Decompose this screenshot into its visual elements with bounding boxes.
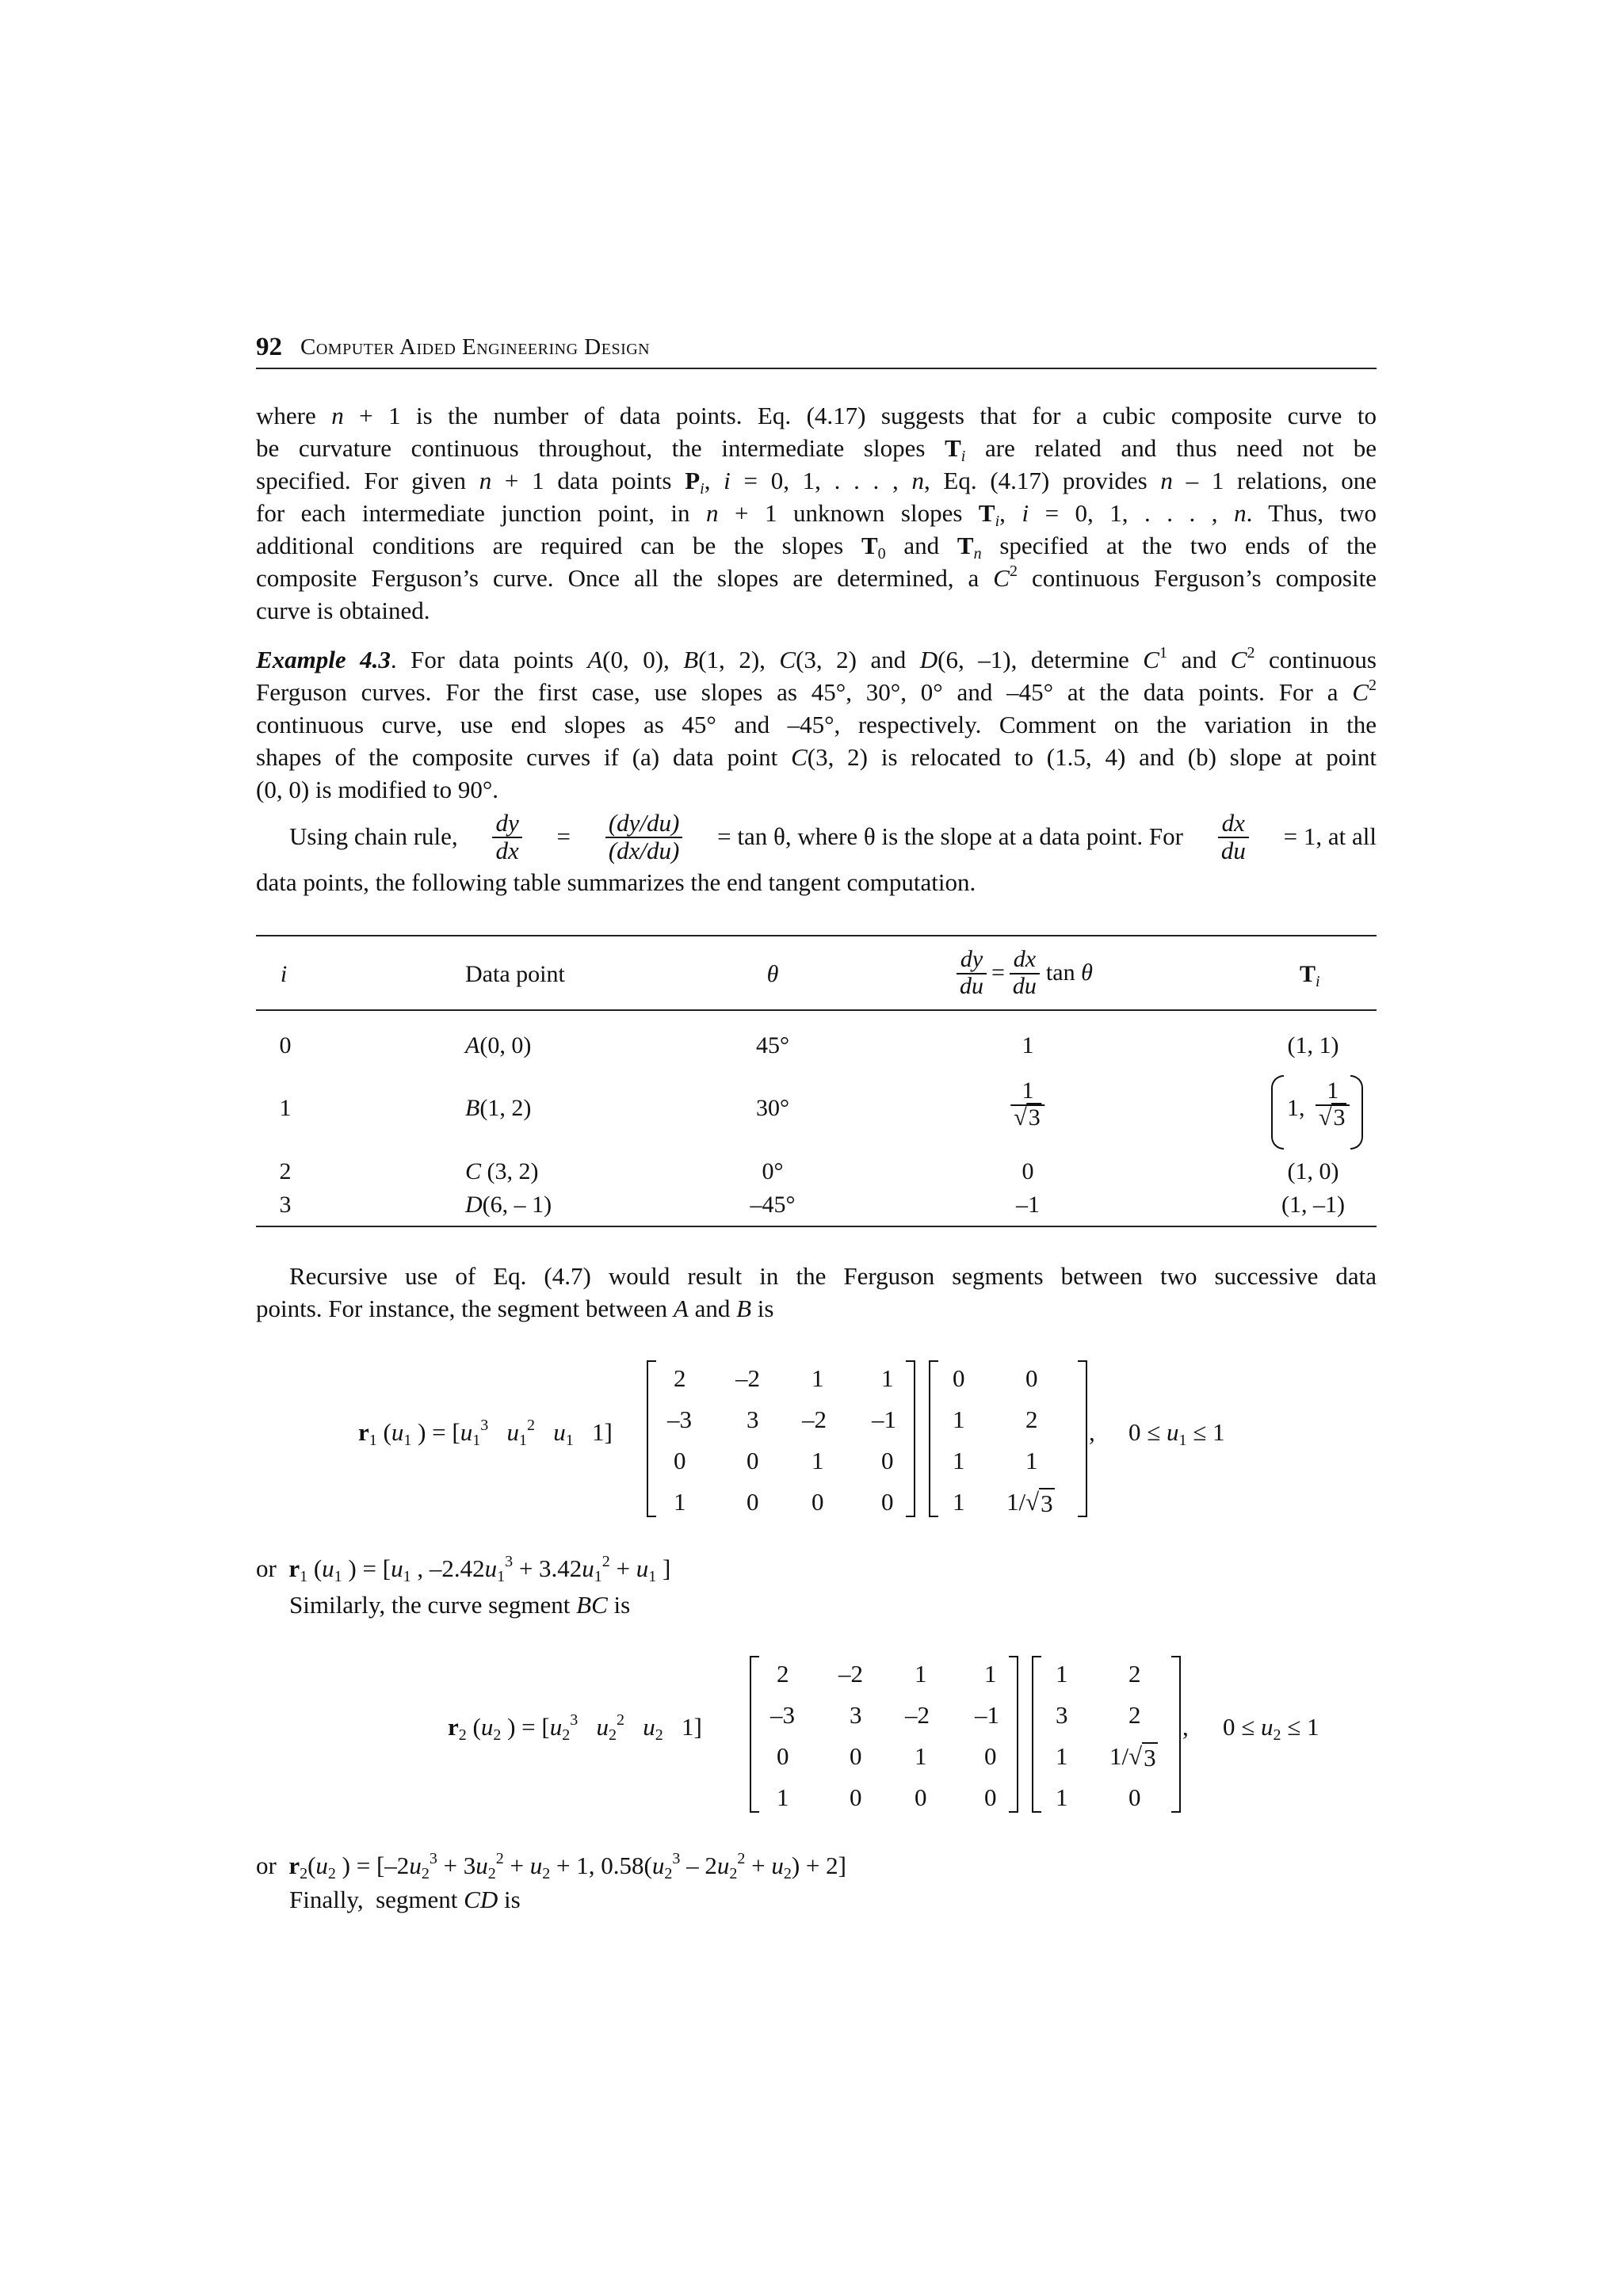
table-cell-i: 1 [279, 1095, 292, 1121]
eq2-range: $0 \le u_2 \le 1$ [1223, 1713, 1319, 1744]
finally-line: Finally, segment CD is [289, 1886, 521, 1913]
recursive-line-2: points. For instance, the segment between A and B is [256, 1295, 774, 1322]
fraction-dydu-dxdu: $\frac{(dy/du)}{(dx/du)}$ [605, 810, 683, 863]
table-cell-T: (1, –1) [1281, 1192, 1345, 1218]
example-line-3: continuous curve, use end slopes as 45° and –45°, respectively. Comment on the variation in the [256, 711, 1377, 738]
example-line-5: (0, 0) is modified to 90°. [256, 776, 499, 803]
running-header [256, 333, 1377, 369]
table-cell-point: B(1, 2) [465, 1095, 532, 1121]
similarly-line: Similarly, the curve segment BC is [289, 1591, 631, 1619]
eq1-geom-bracket-left [929, 1360, 938, 1517]
chain-rule-lead: Using chain rule, [289, 822, 458, 850]
eq2-basis-bracket-left [750, 1656, 759, 1813]
para1-line-3: specified. For given n + 1 data points $P_i$, i = 0, 1, . . . , n, Eq. (4.17) provides n – 1 relations, one [256, 467, 1377, 498]
table-cell-T-fraction: $\frac{1}{√3}$ [1312, 1079, 1353, 1130]
page-number: 92 [256, 333, 282, 361]
table-cell-theta: 45° [756, 1032, 789, 1058]
chain-rule-line-2: data points, the following table summarizes the end tangent computation. [256, 868, 976, 896]
para1-line-4: for each intermediate junction point, in n + 1 unknown slopes $T_i$, i = 0, 1, . . . , n. Thus, two [256, 499, 1377, 530]
table-cell-T: 1, [1287, 1095, 1305, 1121]
paren-left [1271, 1075, 1284, 1150]
table-cell-slope: $\frac{1}{√3}$ [1007, 1079, 1048, 1130]
table-cell-i: 0 [279, 1032, 292, 1058]
recursive-line-1: Recursive use of Eq. (4.7) would result in the Ferguson segments between two successive data [289, 1262, 1377, 1290]
table-cell-theta: –45° [750, 1192, 796, 1218]
eq2-comma: , [1182, 1713, 1189, 1741]
eq1-basis-matrix: 2 –2 1 1 –3 3 –2 –1 0 0 1 0 1 0 0 0 [667, 1364, 896, 1516]
para1-line-7: curve is obtained. [256, 597, 430, 624]
chain-rule-line: Using chain rule, $\frac{dy}{dx}$ = $\frac{(dy/du)}{(dx/du)}$ = tan θ, where θ is the slope at a data point. For $\frac{dx}{du}$ = 1, at all [289, 809, 1377, 864]
eq1-comma: , [1089, 1418, 1095, 1446]
table-cell-point: D(6, – 1) [465, 1192, 552, 1218]
eq2-basis-matrix: 2 –2 1 1 –3 3 –2 –1 0 0 1 0 1 0 0 0 [770, 1660, 999, 1811]
eq1-range: $0 \le u_1 \le 1$ [1128, 1418, 1225, 1449]
chain-rule-mid: = tan θ, where θ is the slope at a data point. For [717, 822, 1183, 850]
para1-line-6: composite Ferguson’s curve. Once all the slopes are determined, a $C^2$ continuous Ferguson’s composite [256, 563, 1377, 592]
fraction-dx-du: $\frac{dx}{du}$ [1218, 810, 1249, 863]
table-cell-theta: 0° [762, 1158, 784, 1184]
header-slope: $\frac{dy}{du}$ = $\frac{dx}{du}$ tan θ [953, 948, 1093, 998]
fraction-dy-dx: $\frac{dy}{dx}$ [492, 810, 521, 863]
running-title: Computer Aided Engineering Design [300, 334, 651, 360]
table-cell-slope: –1 [1016, 1192, 1040, 1218]
chain-rule-tail: = 1, at all [1283, 822, 1377, 850]
para1-line-5: additional conditions are required can be the slopes $T_0$ and $T_n$ specified at the two ends of the [256, 532, 1377, 563]
eq2-geom-matrix: 1 2 3 2 1 1/√ 3 1 0 [1056, 1660, 1156, 1811]
eq2-geom-bracket-right [1171, 1656, 1181, 1813]
table-bottom-rule [256, 1226, 1377, 1227]
eq2-basis-bracket-right [1009, 1656, 1018, 1813]
table-header-rule [256, 1009, 1377, 1011]
table-cell-T: (1, 1) [1287, 1032, 1339, 1058]
example-line-1: Example 4.3. For data points A(0, 0), B(1, 2), C(3, 2) and D(6, –1), determine $C^1$ and $C^2$ continuous [256, 644, 1377, 673]
eq1-geom-matrix: 0 0 1 2 1 1 1 1/√ 3 [953, 1364, 1053, 1517]
table-cell-i: 2 [279, 1158, 292, 1184]
eq1-result: or $r_1$ ($u_1$ ) = [$u_1$ , $-2.42u_1^3 + 3.42u_1^2 + u_1$ ] [256, 1553, 671, 1585]
paren-right [1350, 1075, 1363, 1150]
table-cell-point: A(0, 0) [465, 1032, 532, 1058]
eq1-basis-bracket-right [906, 1360, 915, 1517]
table-top-rule [256, 935, 1377, 936]
eq2-result: or $r_2(u_2$ ) = [$-2u_2^3 + 3u_2^2 + u_2 + 1$, $0.58(u_2^3 - 2u_2^2 + u_2) + 2$] [256, 1850, 846, 1882]
eq1-basis-bracket-left [647, 1360, 656, 1517]
table-cell-slope: 0 [1022, 1158, 1034, 1184]
para1-line-1: where n + 1 is the number of data points. Eq. (4.17) suggests that for a cubic composite curve to [256, 402, 1377, 429]
table-cell-slope: 1 [1022, 1032, 1034, 1058]
eq1-lhs: $r_1$ ($u_1$ ) = [$u_1^3$ $u_1^2$ $u_1$ 1] [358, 1417, 613, 1449]
example-line-2: Ferguson curves. For the first case, use slopes as 45°, 30°, 0° and –45° at the data points. For a $C^2$ [256, 677, 1377, 706]
table-cell-point: C (3, 2) [465, 1158, 539, 1184]
table-cell-T: (1, 0) [1287, 1158, 1339, 1184]
para1-line-2: be curvature continuous throughout, the intermediate slopes $T_i$ are related and thus need not be [256, 434, 1377, 465]
header-Ti: $T_i$ [1300, 961, 1320, 990]
eq2-lhs: $r_2$ ($u_2$ ) = [$u_2^3$ $u_2^2$ $u_2$ 1] [448, 1711, 702, 1744]
example-line-4: shapes of the composite curves if (a) data point C(3, 2) is relocated to (1.5, 4) and (b) slope at point [256, 743, 1377, 771]
header-data-point: Data point [465, 961, 565, 987]
eq2-geom-bracket-left [1032, 1656, 1041, 1813]
table-cell-i: 3 [279, 1192, 292, 1218]
header-theta: θ [766, 961, 779, 987]
table-cell-theta: 30° [756, 1095, 789, 1121]
eq1-geom-bracket-right [1078, 1360, 1087, 1517]
header-i: i [280, 961, 288, 987]
